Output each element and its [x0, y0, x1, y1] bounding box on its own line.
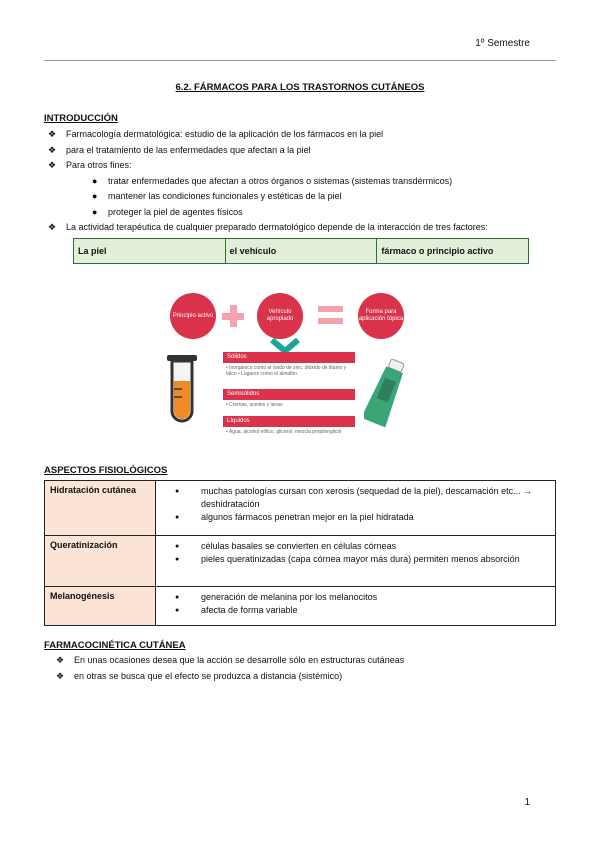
row-label: Hidratación cutánea: [45, 481, 156, 536]
list-item: ● pieles queratinizadas (capa córnea mayor más dura) permiten menos absorción: [161, 553, 550, 566]
band-liquidos-text: • Agua, alcohol etílico, glicerol, mezcla propilenglicol: [226, 429, 342, 435]
dot-bullet-icon: ●: [92, 191, 98, 201]
equals-icon: [318, 306, 343, 312]
diamond-bullet-icon: ❖: [48, 160, 57, 170]
pk-list: [44, 653, 556, 684]
list-item: ● muchas patologías cursan con xerosis (sequedad de la piel), descamación etc... → deshidratación: [161, 485, 550, 511]
row-content: [156, 536, 556, 587]
band-solidos: Sólidos: [223, 352, 355, 363]
intro-list: [44, 127, 556, 236]
band-semisolidos-text: • Cremas, aceites y lanas: [226, 402, 283, 408]
forma-topica-circle: Forma para aplicación tópica: [358, 293, 404, 339]
semester-label: 1º Semestre: [475, 38, 530, 49]
band-solidos-text: • Inorgánico como el óxido de zinc, dióxido de titanio y talco • Lugares como el almidón: [226, 365, 347, 377]
row-label: Melanogénesis: [45, 587, 156, 626]
list-item: ❖ Farmacología dermatológica: estudio de la aplicación de los fármacos en la piel: [44, 127, 556, 143]
factor-cell: el vehículo: [226, 239, 378, 263]
factor-cell: La piel: [74, 239, 226, 263]
dot-bullet-icon: ●: [92, 175, 98, 186]
band-liquidos: Líquidos: [223, 416, 355, 427]
pk-heading: FARMACOCINÉTICA CUTÁNEA: [44, 640, 186, 651]
cream-tube-icon: [364, 356, 412, 432]
diamond-bullet-icon: ❖: [48, 129, 57, 139]
table-row: [45, 587, 556, 626]
factor-cell: fármaco o principio activo: [381, 246, 494, 256]
diamond-bullet-icon: ❖: [48, 144, 57, 155]
diamond-bullet-icon: ❖: [56, 655, 65, 665]
physio-table: [44, 480, 556, 626]
list-item: ❖ En unas ocasiones desea que la acción se desarrolle sólo en estructuras cutáneas: [44, 653, 556, 669]
list-item: ● algunos fármacos penetran mejor en la piel hidratada: [161, 511, 550, 524]
header-divider: [44, 60, 556, 61]
list-item: ● células basales se convierten en células córneas: [161, 540, 550, 553]
table-row: [45, 481, 556, 536]
test-tube-icon: [164, 353, 200, 425]
row-label: Queratinización: [45, 536, 156, 587]
sub-list-item: ● mantener las condiciones funcionales y estéticas de la piel: [44, 189, 556, 205]
sub-list-item: ● proteger la piel de agentes físicos: [44, 205, 556, 221]
diamond-bullet-icon: ❖: [48, 222, 57, 232]
page-number: 1: [524, 797, 530, 808]
list-item: ● afecta de forma variable: [161, 604, 550, 617]
formulation-figure: [150, 278, 425, 448]
list-item: ❖ La actividad terapéutica de cualquier preparado dermatológico depende de la interacción de tres factores:: [44, 220, 556, 236]
list-item: ❖ en otras se busca que el efecto se produzca a distancia (sistémico): [44, 669, 556, 685]
table-row: [45, 536, 556, 587]
diamond-bullet-icon: ❖: [56, 670, 65, 681]
physio-heading: ASPECTOS FISIOLÓGICOS: [44, 465, 168, 476]
row-content: [156, 481, 556, 536]
equals-icon-lower: [318, 318, 343, 324]
band-semisolidos: Semisólidos: [223, 389, 355, 400]
row-content: [156, 587, 556, 626]
intro-heading: INTRODUCCIÓN: [44, 113, 118, 124]
plus-icon-vertical: [230, 305, 237, 327]
principio-activo-circle: Principio activo: [170, 293, 216, 339]
vehiculo-circle: Vehículo apropiado: [257, 293, 303, 339]
dot-bullet-icon: ●: [92, 206, 98, 217]
list-item: ❖ para el tratamiento de las enfermedades que afectan a la piel: [44, 143, 556, 159]
sub-list-item: ● tratar enfermedades que afectan a otros órganos o sistemas (sistemas transdérmicos): [44, 174, 556, 190]
list-item: ❖ Para otros fines:: [44, 158, 556, 174]
factors-table: [73, 238, 529, 264]
page-title: 6.2. FÁRMACOS PARA LOS TRASTORNOS CUTÁNEOS: [175, 82, 425, 93]
list-item: ● generación de melanina por los melanocitos: [161, 591, 550, 604]
